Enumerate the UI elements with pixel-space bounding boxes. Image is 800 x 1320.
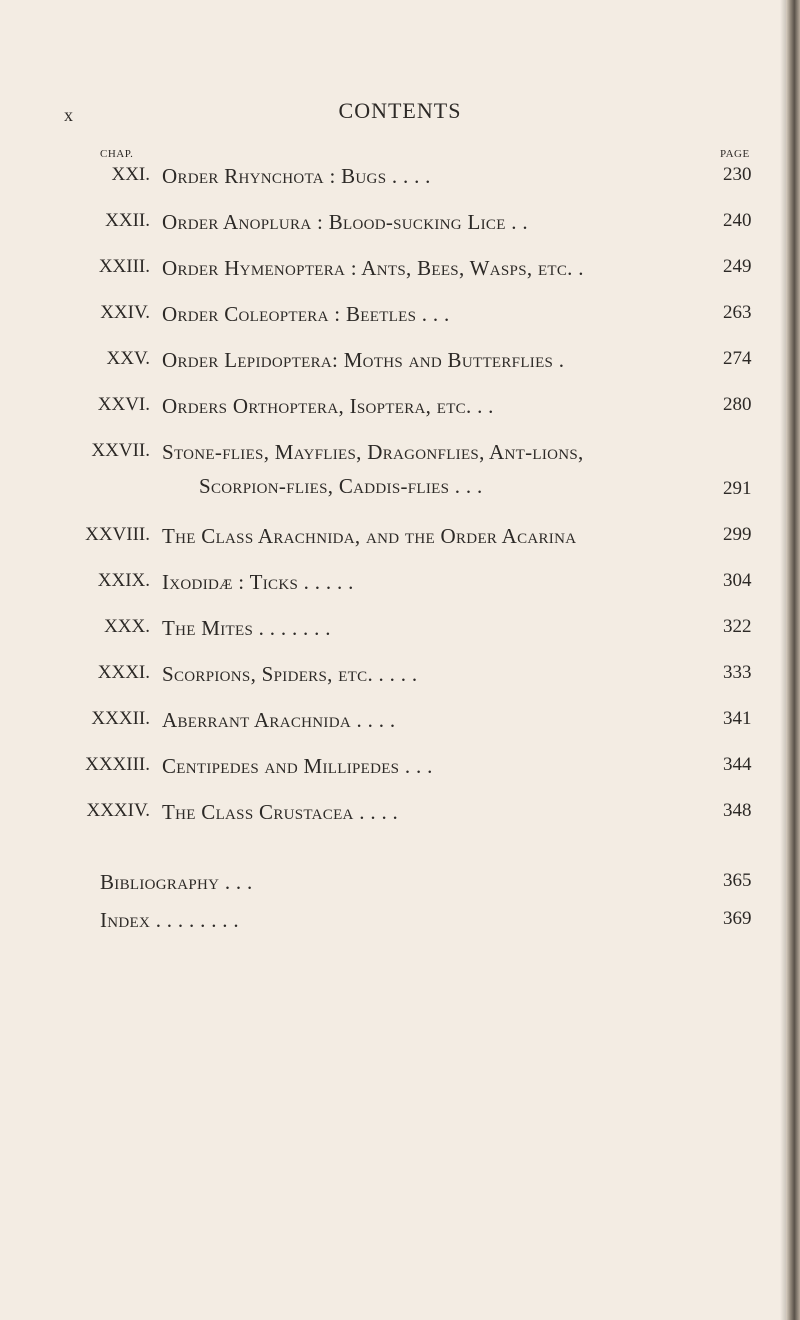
back-matter-page: 365 xyxy=(723,870,752,891)
chapter-page: 304 xyxy=(723,570,752,591)
chapter-title: Centipedes and Millipedes . . . xyxy=(162,754,433,778)
page-column-label: PAGE xyxy=(720,148,750,160)
chapter-numeral: XXIX. xyxy=(97,570,150,591)
chapter-numeral: XXXI. xyxy=(97,662,150,683)
back-matter-page: 369 xyxy=(723,908,752,929)
chapter-page: 274 xyxy=(723,348,752,369)
chapter-numeral: XXIV. xyxy=(100,302,150,323)
back-matter-title: Bibliography . . . xyxy=(100,870,253,894)
toc-entry-index[interactable] xyxy=(0,904,780,934)
chapter-page: 263 xyxy=(723,302,752,323)
chapter-column-label: CHAP. xyxy=(100,148,134,160)
toc-entry[interactable] xyxy=(0,566,780,596)
toc-entry[interactable] xyxy=(0,344,780,374)
toc-entry[interactable] xyxy=(0,612,780,642)
chapter-numeral: XXVII. xyxy=(91,440,150,461)
chapter-page: 299 xyxy=(723,524,752,545)
chapter-title: The Class Arachnida, and the Order Acarina xyxy=(162,524,577,548)
chapter-title: Scorpions, Spiders, etc. . . . . xyxy=(162,662,418,686)
toc-entry[interactable] xyxy=(0,160,780,190)
running-head: CONTENTS xyxy=(338,98,462,123)
back-matter-title: Index . . . . . . . . xyxy=(100,908,239,932)
chapter-page: 230 xyxy=(723,164,752,185)
chapter-page: 348 xyxy=(723,800,752,821)
chapter-title: The Class Crustacea . . . . xyxy=(162,800,399,824)
chapter-title: Order Anoplura : Blood-sucking Lice . . xyxy=(162,210,528,234)
chapter-numeral: XXXIV. xyxy=(86,800,150,821)
chapter-numeral: XXXII. xyxy=(91,708,150,729)
chapter-page: 249 xyxy=(723,256,752,277)
chapter-page: 240 xyxy=(723,210,752,231)
chapter-numeral: XXXIII. xyxy=(85,754,150,775)
chapter-page: 280 xyxy=(723,394,752,415)
chapter-numeral: XXIII. xyxy=(98,256,150,277)
toc-entry[interactable] xyxy=(0,658,780,688)
chapter-numeral: XXVI. xyxy=(97,394,150,415)
chapter-title: Stone-flies, Mayflies, Dragonflies, Ant-lions, xyxy=(162,440,584,464)
chapter-title: Aberrant Arachnida . . . . xyxy=(162,708,396,732)
chapter-numeral: XXII. xyxy=(105,210,150,231)
chapter-page: 291 xyxy=(723,478,752,499)
toc-entry[interactable] xyxy=(0,206,780,236)
chapter-title: Orders Orthoptera, Isoptera, etc. . . xyxy=(162,394,494,418)
page-number-folio: x xyxy=(64,105,73,125)
chapter-title: Order Coleoptera : Beetles . . . xyxy=(162,302,450,326)
chapter-page: 333 xyxy=(723,662,752,683)
toc-entry[interactable] xyxy=(0,520,780,550)
book-edge xyxy=(786,0,800,1320)
chapter-title: Order Rhynchota : Bugs . . . . xyxy=(162,164,431,188)
toc-entry[interactable] xyxy=(0,436,780,506)
chapter-numeral: XXV. xyxy=(106,348,150,369)
toc-entry[interactable] xyxy=(0,750,780,780)
toc-entry[interactable] xyxy=(0,298,780,328)
toc-entry[interactable] xyxy=(0,704,780,734)
chapter-title: The Mites . . . . . . . xyxy=(162,616,331,640)
chapter-page: 341 xyxy=(723,708,752,729)
toc-entry[interactable] xyxy=(0,252,780,282)
chapter-title-continued: Scorpion-flies, Caddis-flies . . . xyxy=(199,474,483,498)
toc-entry[interactable] xyxy=(0,390,780,420)
chapter-title: Ixodidæ : Ticks . . . . . xyxy=(162,570,354,594)
chapter-title: Order Hymenoptera : Ants, Bees, Wasps, etc. . xyxy=(162,256,584,280)
chapter-numeral: XXVIII. xyxy=(85,524,150,545)
chapter-page: 344 xyxy=(723,754,752,775)
chapter-page: 322 xyxy=(723,616,752,637)
toc-entry[interactable] xyxy=(0,796,780,826)
toc-entry-bibliography[interactable] xyxy=(0,866,780,896)
chapter-title: Order Lepidoptera: Moths and Butterflies . xyxy=(162,348,565,372)
chapter-numeral: XXX. xyxy=(104,616,150,637)
chapter-numeral: XXI. xyxy=(111,164,150,185)
